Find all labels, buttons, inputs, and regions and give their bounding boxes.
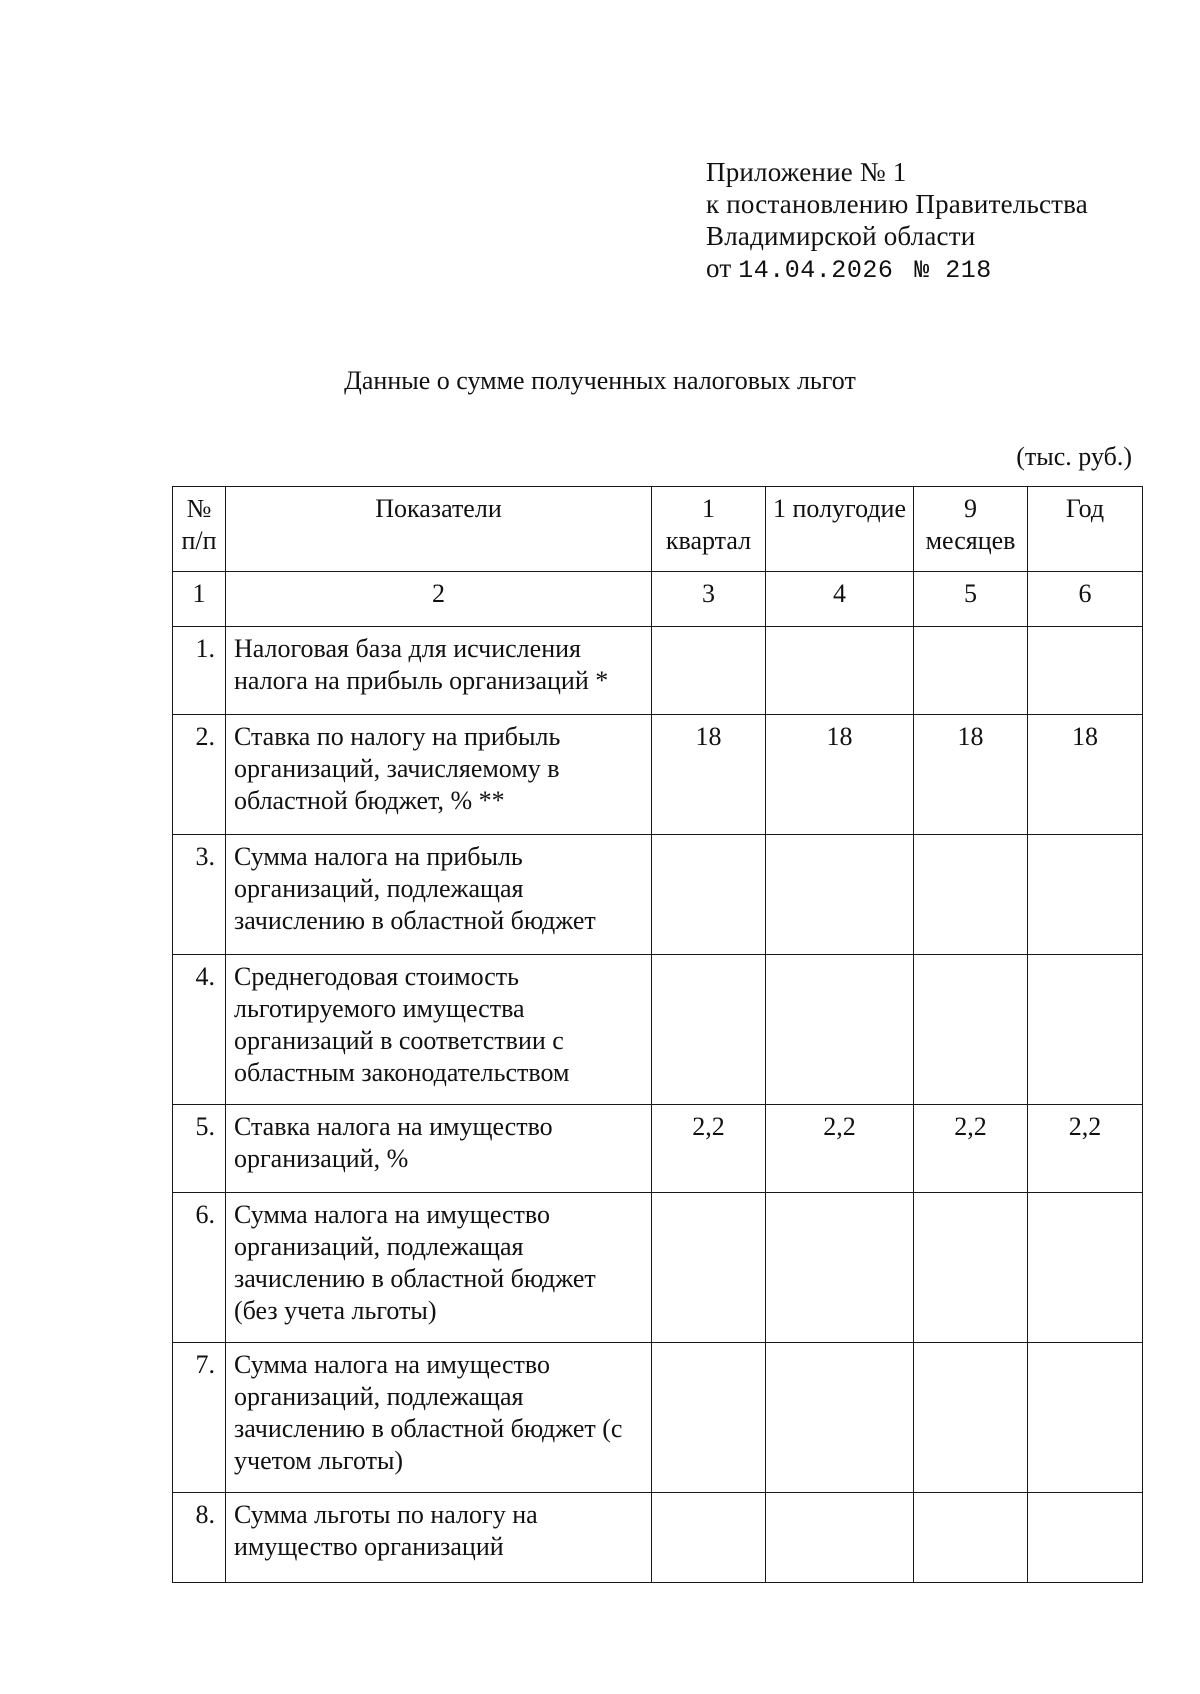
row-value-h1 (766, 955, 914, 1105)
row-value-h1: 18 (766, 715, 914, 835)
row-indicator: Сумма налога на имущество организаций, подлежащая зачислению в областной бюджет (без учета льготы) (226, 1193, 652, 1343)
row-value-9m (914, 1343, 1028, 1493)
row-number: 7. (173, 1343, 226, 1493)
header-year: Год (1028, 487, 1143, 572)
row-number: 8. (173, 1493, 226, 1583)
row-number: 4. (173, 955, 226, 1105)
row-value-h1 (766, 835, 914, 955)
attachment-title: Приложение № 1 (706, 157, 907, 187)
column-index: 1 (173, 572, 226, 627)
table-row (173, 955, 1143, 1105)
column-index-row (173, 572, 1143, 627)
row-value-h1 (766, 1343, 914, 1493)
row-value-year (1028, 835, 1143, 955)
header-indicators: Показатели (226, 487, 652, 572)
column-index: 2 (226, 572, 652, 627)
row-number: 6. (173, 1193, 226, 1343)
header-q1: 1 квартал (652, 487, 766, 572)
row-value-9m (914, 627, 1028, 715)
row-value-h1: 2,2 (766, 1105, 914, 1193)
row-value-year (1028, 955, 1143, 1105)
table-row (173, 1493, 1143, 1583)
row-value-9m (914, 1193, 1028, 1343)
table-row (173, 627, 1143, 715)
row-value-year (1028, 627, 1143, 715)
row-value-q1 (652, 627, 766, 715)
document-title: Данные о сумме полученных налоговых льгот (344, 366, 856, 395)
row-number: 2. (173, 715, 226, 835)
row-value-year (1028, 1343, 1143, 1493)
row-value-q1 (652, 1193, 766, 1343)
row-indicator: Ставка налога на имущество организаций, % (226, 1105, 652, 1193)
header-9m: 9 месяцев (914, 487, 1028, 572)
row-number: 5. (173, 1105, 226, 1193)
row-value-9m (914, 835, 1028, 955)
tax-benefits-table (172, 486, 1143, 1583)
attachment-reference: к постановлению Правительства (706, 189, 1088, 219)
row-value-q1 (652, 835, 766, 955)
row-indicator: Сумма налога на имущество организаций, подлежащая зачислению в областной бюджет (с учетом льготы) (226, 1343, 652, 1493)
document-number: № 218 (914, 256, 992, 285)
table-header-row (173, 487, 1143, 572)
row-indicator: Сумма налога на прибыль организаций, подлежащая зачислению в областной бюджет (226, 835, 652, 955)
table-row (173, 1343, 1143, 1493)
row-value-year (1028, 1193, 1143, 1343)
row-value-9m: 18 (914, 715, 1028, 835)
column-index: 6 (1028, 572, 1143, 627)
row-value-year (1028, 1493, 1143, 1583)
row-value-q1 (652, 955, 766, 1105)
units-label: (тыс. руб.) (1016, 442, 1132, 471)
header-num: № п/п (173, 487, 226, 572)
header-h1: 1 полугодие (766, 487, 914, 572)
row-value-9m (914, 1493, 1028, 1583)
row-number: 3. (173, 835, 226, 955)
row-value-q1: 18 (652, 715, 766, 835)
row-value-q1 (652, 1343, 766, 1493)
row-value-h1 (766, 627, 914, 715)
row-indicator: Среднегодовая стоимость льготируемого имущества организаций в соответствии с областным законодательством (226, 955, 652, 1105)
attachment-region: Владимирской области (706, 221, 976, 251)
row-value-h1 (766, 1193, 914, 1343)
column-index: 4 (766, 572, 914, 627)
table-row (173, 835, 1143, 955)
row-indicator: Налоговая база для исчисления налога на прибыль организаций * (226, 627, 652, 715)
row-number: 1. (173, 627, 226, 715)
row-value-9m: 2,2 (914, 1105, 1028, 1193)
document-date: 14.04.2026 (738, 256, 894, 285)
row-value-year: 18 (1028, 715, 1143, 835)
table-row (173, 715, 1143, 835)
attachment-date-line (706, 252, 1088, 287)
row-value-year: 2,2 (1028, 1105, 1143, 1193)
table-row (173, 1105, 1143, 1193)
attachment-header (706, 156, 1088, 287)
row-value-q1: 2,2 (652, 1105, 766, 1193)
row-value-q1 (652, 1493, 766, 1583)
row-value-h1 (766, 1493, 914, 1583)
column-index: 3 (652, 572, 766, 627)
row-indicator: Сумма льготы по налогу на имущество организаций (226, 1493, 652, 1583)
row-indicator: Ставка по налогу на прибыль организаций, зачисляемому в областной бюджет, % ** (226, 715, 652, 835)
table-row (173, 1193, 1143, 1343)
date-prefix: от (706, 253, 732, 283)
row-value-9m (914, 955, 1028, 1105)
column-index: 5 (914, 572, 1028, 627)
